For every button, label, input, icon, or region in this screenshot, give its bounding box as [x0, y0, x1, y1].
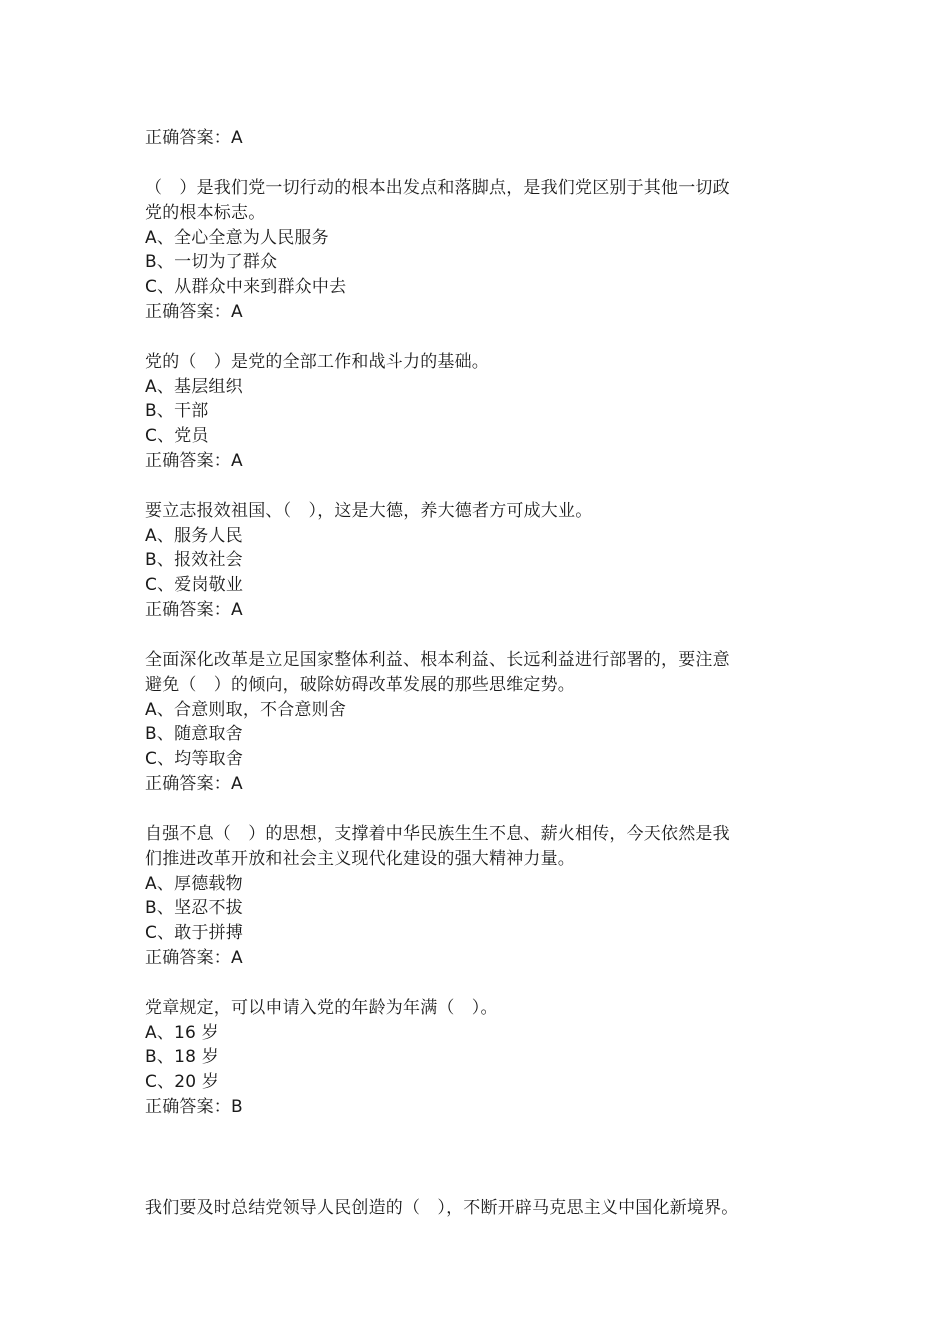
option-c: C、从群众中来到群众中去 — [145, 277, 347, 297]
option-a: A、全心全意为人民服务 — [145, 228, 329, 248]
option-c: C、均等取舍 — [145, 749, 244, 769]
option-a: A、服务人民 — [145, 526, 243, 546]
option-a: A、基层组织 — [145, 377, 243, 397]
question-stem-line: 党的根本标志。 — [145, 203, 266, 223]
answer-line: 正确答案：A — [145, 128, 243, 148]
question-stem-line: 要立志报效祖国、（ ），这是大德，养大德者方可成大业。 — [145, 501, 593, 521]
option-b: B、一切为了群众 — [145, 252, 278, 272]
question-stem-line: 党章规定，可以申请入党的年龄为年满（ ）。 — [145, 998, 498, 1018]
option-b: B、随意取舍 — [145, 724, 243, 744]
answer-line: 正确答案：A — [145, 302, 243, 322]
answer-line: 正确答案：A — [145, 774, 243, 794]
option-b: B、18 岁 — [145, 1047, 219, 1067]
answer-line: 正确答案：A — [145, 600, 243, 620]
answer-line: 正确答案：A — [145, 451, 243, 471]
question-stem-line: 我们要及时总结党领导人民创造的（ ），不断开辟马克思主义中国化新境界。 — [145, 1198, 739, 1218]
option-a: A、厚德载物 — [145, 874, 243, 894]
option-c: C、敢于拼搏 — [145, 923, 244, 943]
question-stem-line: 全面深化改革是立足国家整体利益、根本利益、长远利益进行部署的，要注意 — [145, 650, 730, 670]
answer-line: 正确答案：A — [145, 948, 243, 968]
option-b: B、干部 — [145, 401, 209, 421]
option-c: C、党员 — [145, 426, 209, 446]
option-b: B、坚忍不拔 — [145, 898, 243, 918]
question-stem-line: 们推进改革开放和社会主义现代化建设的强大精神力量。 — [145, 849, 575, 869]
option-b: B、报效社会 — [145, 550, 243, 570]
question-stem-line: 避免（ ）的倾向，破除妨碍改革发展的那些思维定势。 — [145, 675, 575, 695]
answer-line: 正确答案：B — [145, 1097, 243, 1117]
question-stem-line: 自强不息（ ）的思想，支撑着中华民族生生不息、薪火相传，今天依然是我 — [145, 824, 730, 844]
option-a: A、合意则取，不合意则舍 — [145, 700, 347, 720]
option-c: C、爱岗敬业 — [145, 575, 244, 595]
option-a: A、16 岁 — [145, 1023, 219, 1043]
question-stem-line: （ ）是我们党一切行动的根本出发点和落脚点，是我们党区别于其他一切政 — [145, 178, 730, 198]
option-c: C、20 岁 — [145, 1072, 220, 1092]
question-stem-line: 党的（ ）是党的全部工作和战斗力的基础。 — [145, 352, 489, 372]
